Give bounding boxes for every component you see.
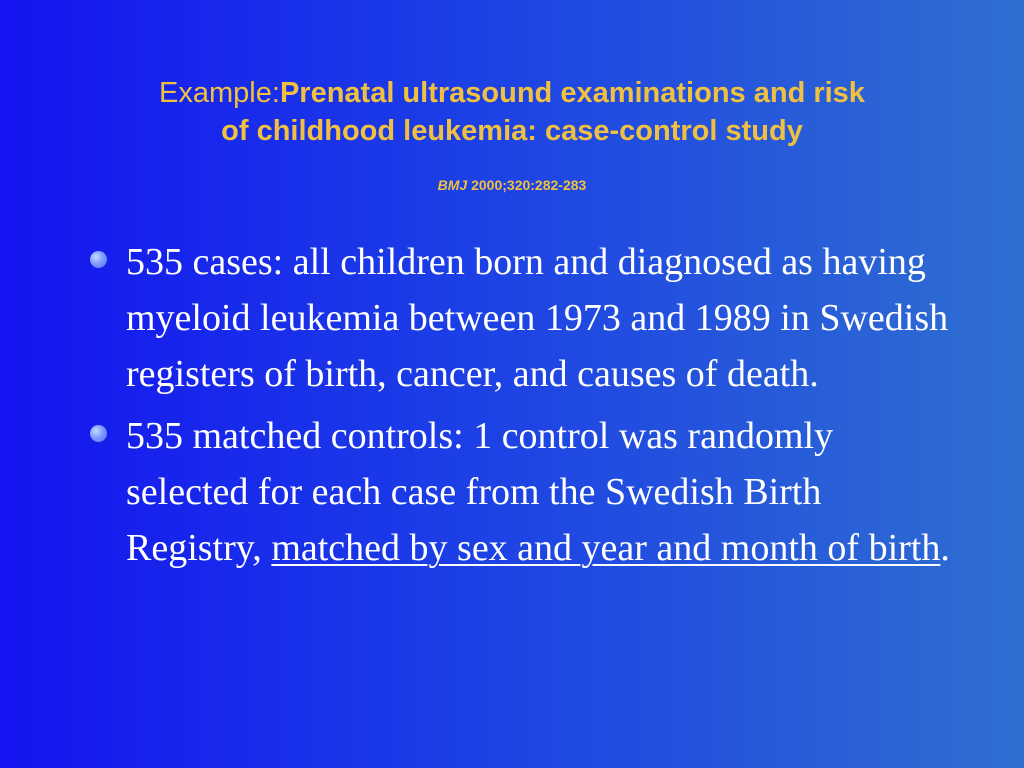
bullet-text-cases: 535 cases: all children born and diagnosed as having myeloid leukemia between 1973 and 1989 in Swedish registers of birth, cancer, and causes of death. <box>126 241 949 395</box>
slide-title <box>40 74 984 150</box>
title-line-2: of childhood leukemia: case-control study <box>221 115 803 147</box>
bullet-text-period: . <box>940 527 950 569</box>
title-prefix: Example: <box>159 77 280 109</box>
bullet-item-cases <box>90 234 950 402</box>
bullet-text-matched-underlined: matched by sex and year and month of birth <box>271 527 941 569</box>
bullet-text-controls: 535 matched controls: 1 control was randomly selected for each case from the Swedish Birth Registry, <box>126 415 834 569</box>
citation <box>40 176 984 194</box>
citation-reference: 2000;320:282-283 <box>471 177 587 193</box>
bullet-dot-icon <box>90 425 107 442</box>
bullet-list <box>90 234 950 582</box>
bullet-item-controls <box>90 408 950 576</box>
bullet-dot-icon <box>90 251 107 268</box>
citation-journal: BMJ <box>437 177 468 193</box>
title-line-1: Prenatal ultrasound examinations and risk <box>279 77 865 109</box>
